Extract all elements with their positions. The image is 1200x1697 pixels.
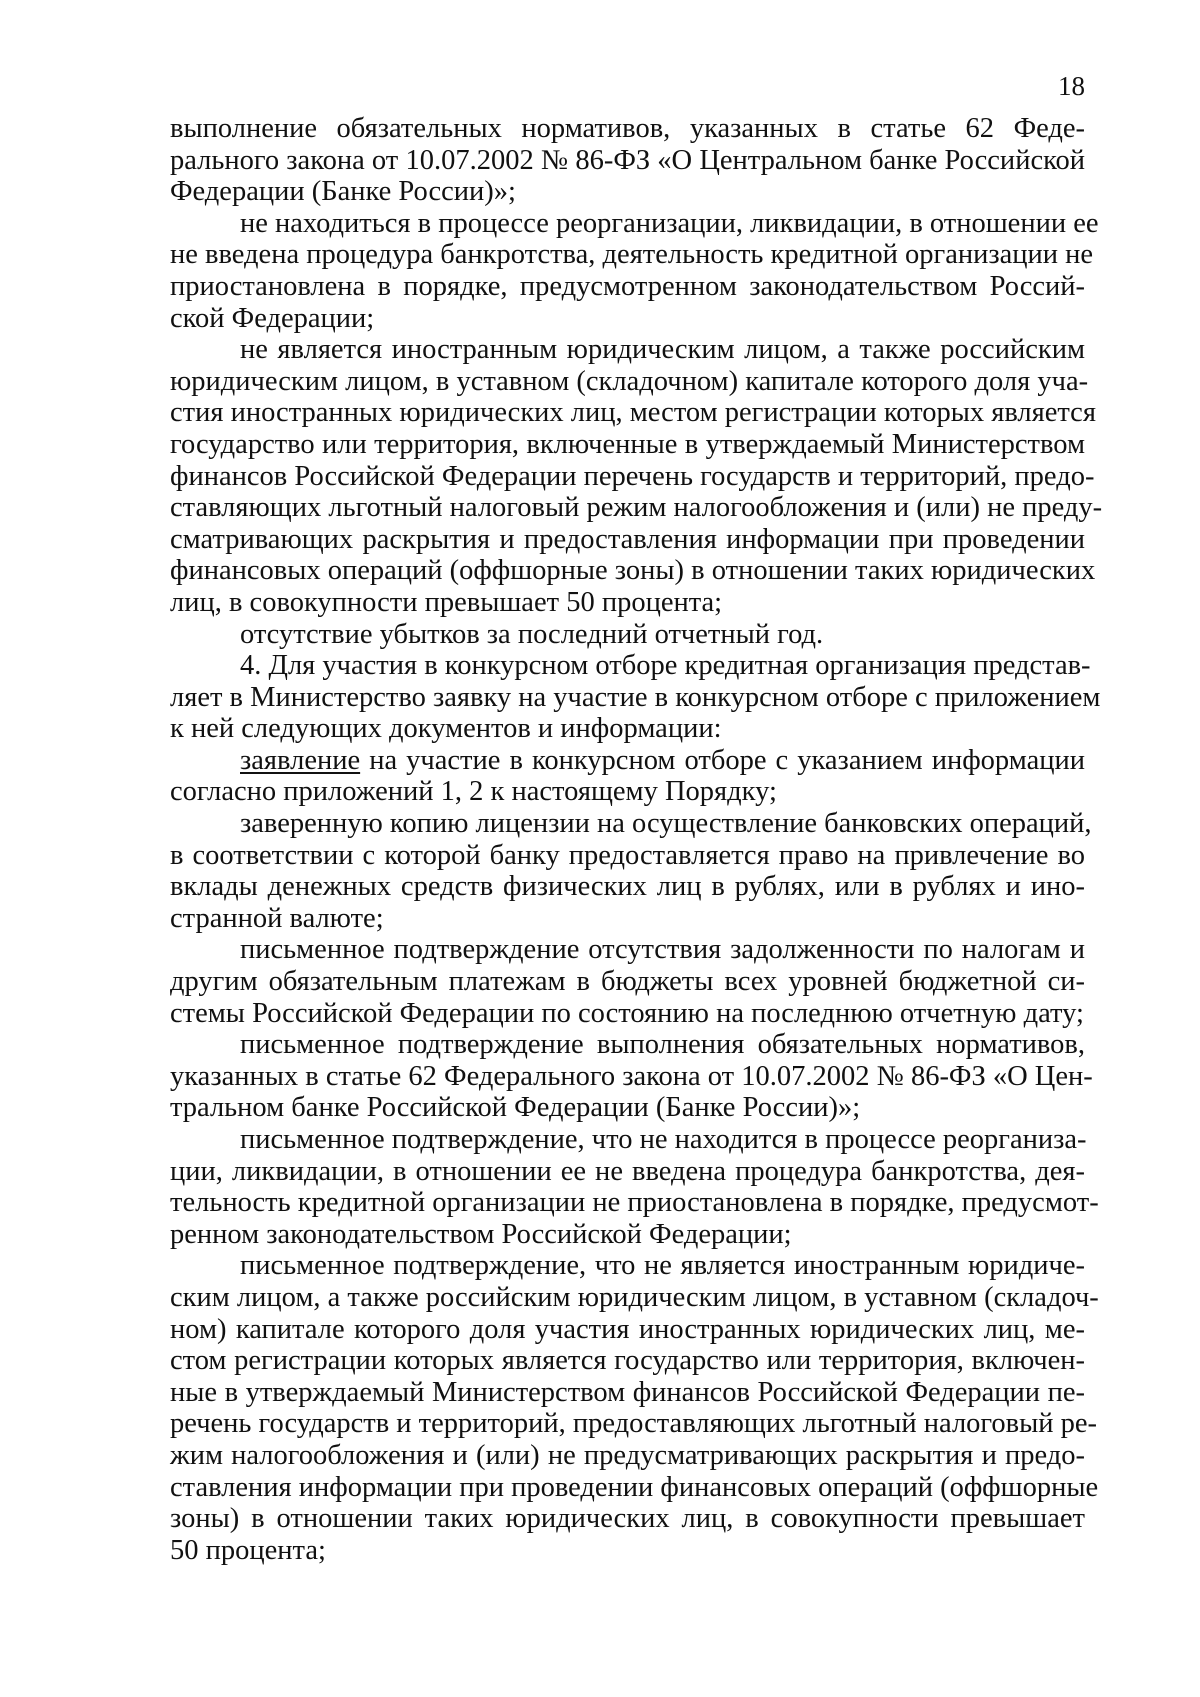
text-line: сматривающих раскрытия и предоставления информации при проведении (170, 523, 1085, 555)
paragraph-start (170, 745, 1085, 777)
text-line: тельность кредитной организации не приостановлена в порядке, предусмот- (170, 1187, 1099, 1219)
text-line: лиц, в совокупности превышает 50 процента; (170, 586, 723, 618)
text-line: юридическим лицом, в уставном (складочном) капитале которого доля уча- (170, 365, 1089, 397)
text-line: ные в утверждаемый Министерством финансов Российской Федерации пе- (170, 1376, 1085, 1408)
document-body (170, 113, 1103, 1566)
text-line: ции, ликвидации, в отношении ее не введена процедура банкротства, дея- (170, 1155, 1085, 1187)
text-line: другим обязательным платежам в бюджеты всех уровней бюджетной си- (170, 966, 1085, 998)
text-line: зоны) в отношении таких юридических лиц, в совокупности превышает (170, 1503, 1085, 1535)
text-line: стемы Российской Федерации по состоянию на последнюю отчетную дату; (170, 997, 1084, 1029)
paragraph-start: письменное подтверждение, что не является иностранным юридиче- (240, 1250, 1085, 1282)
text-line: согласно приложений 1, 2 к настоящему Порядку; (170, 776, 777, 808)
text-line: стом регистрации которых является государство или территория, включен- (170, 1345, 1085, 1377)
page-number: 18 (1058, 71, 1085, 101)
text-line: финансовых операций (оффшорные зоны) в отношении таких юридических (170, 555, 1096, 587)
text-line: ставления информации при проведении финансовых операций (оффшорные (170, 1471, 1099, 1503)
paragraph-start: заверенную копию лицензии на осуществление банковских операций, (240, 808, 1092, 840)
text-line: финансов Российской Федерации перечень государств и территорий, предо- (170, 460, 1095, 492)
zayavlenie-link[interactable]: заявление (240, 744, 361, 776)
text-line: к ней следующих документов и информации: (170, 713, 722, 745)
text-line: жим налогообложения и (или) не предусматривающих раскрытия и предо- (170, 1439, 1085, 1471)
paragraph-start: письменное подтверждение, что не находится в процессе реорганиза- (240, 1124, 1087, 1155)
text-line: Федерации (Банке России)»; (170, 176, 516, 208)
text-fragment: на участие в конкурсном отборе с указанием информации (369, 744, 1085, 776)
text-line: выполнение обязательных нормативов, указанных в статье 62 Феде- (170, 113, 1085, 144)
text-line: тральном банке Российской Федерации (Банке России)»; (170, 1092, 861, 1124)
text-line: указанных в статье 62 Федерального закона от 10.07.2002 № 86-ФЗ «О Цен- (170, 1060, 1093, 1092)
text-line: странной валюте; (170, 902, 384, 934)
text-line: ставляющих льготный налоговый режим налогообложения и (или) не преду- (170, 492, 1103, 524)
text-line: ляет в Министерство заявку на участие в конкурсном отборе с приложением (170, 681, 1101, 713)
text-line: ской Федерации; (170, 302, 375, 334)
text-line: приостановлена в порядке, предусмотренном законодательством Россий- (170, 270, 1085, 302)
text-line: речень государств и территорий, предоставляющих льготный налоговый ре- (170, 1408, 1098, 1440)
text-line: рального закона от 10.07.2002 № 86-ФЗ «О Центральном банке Российской (170, 144, 1085, 176)
text-line: стия иностранных юридических лиц, местом регистрации которых является (170, 397, 1096, 429)
paragraph-start: письменное подтверждение отсутствия задолженности по налогам и (240, 934, 1085, 966)
paragraph-start: 4. Для участия в конкурсном отборе кредитная организация представ- (240, 650, 1091, 682)
paragraph-start: отсутствие убытков за последний отчетный год. (240, 618, 824, 650)
paragraph-start: не является иностранным юридическим лицом, а также российским (240, 334, 1085, 366)
text-line: ном) капитале которого доля участия иностранных юридических лиц, ме- (170, 1313, 1085, 1345)
text-line: вклады денежных средств физических лиц в рублях, или в рублях и ино- (170, 871, 1085, 903)
text-line: не введена процедура банкротства, деятельность кредитной организации не (170, 239, 1094, 271)
text-line: в соответствии с которой банку предоставляется право на привлечение во (170, 839, 1085, 871)
text-line: 50 процента; (170, 1534, 326, 1566)
paragraph-start: не находиться в процессе реорганизации, ликвидации, в отношении ее (240, 207, 1099, 239)
text-line: ренном законодательством Российской Федерации; (170, 1218, 792, 1250)
text-line: ским лицом, а также российским юридическим лицом, в уставном (складоч- (170, 1281, 1099, 1313)
text-line: государство или территория, включенные в утверждаемый Министерством (170, 428, 1085, 460)
paragraph-start: письменное подтверждение выполнения обязательных нормативов, (240, 1029, 1085, 1061)
